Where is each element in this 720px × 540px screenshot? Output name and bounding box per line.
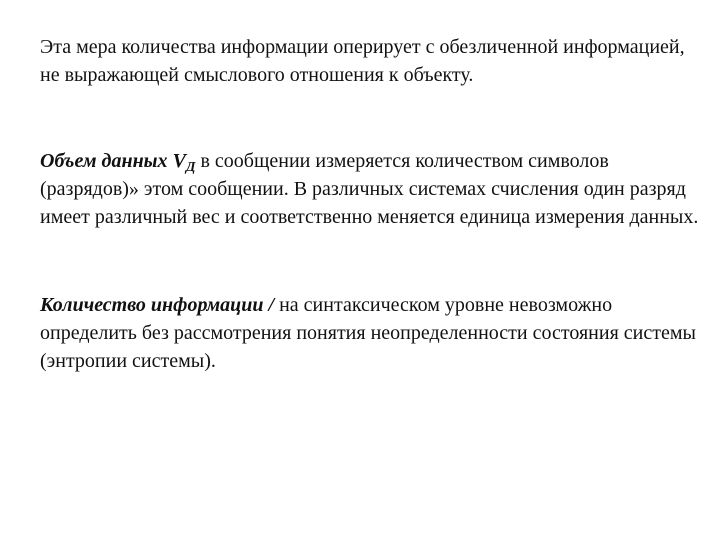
paragraph-data-volume bbox=[40, 147, 700, 231]
paragraph-information-amount bbox=[40, 291, 700, 375]
paragraph-intro bbox=[40, 33, 700, 89]
paragraph-data-volume-text: в сообщении измеряется количеством символов (разрядов)» этом сообщении. В различных системах счисления один разряд имеет различный вес и соответственно меняется единица измерения данных. bbox=[40, 150, 699, 228]
term-data-volume: Объем данных bbox=[40, 150, 168, 172]
term-information-amount: Количество информации bbox=[40, 294, 264, 316]
paragraph-information-amount-text: на синтаксическом уровне невозможно определить без рассмотрения понятия неопределенности состояния системы (энтропии системы). bbox=[40, 294, 696, 372]
variable-symbol: V bbox=[172, 150, 186, 172]
variable-subscript: Д bbox=[185, 160, 196, 175]
term-separator: / bbox=[263, 294, 280, 316]
variable-v-d bbox=[172, 150, 196, 175]
paragraph-intro-text: Эта мера количества информации оперирует с обезличенной информацией, не выражающей смыслового отношения к объекту. bbox=[40, 36, 685, 86]
